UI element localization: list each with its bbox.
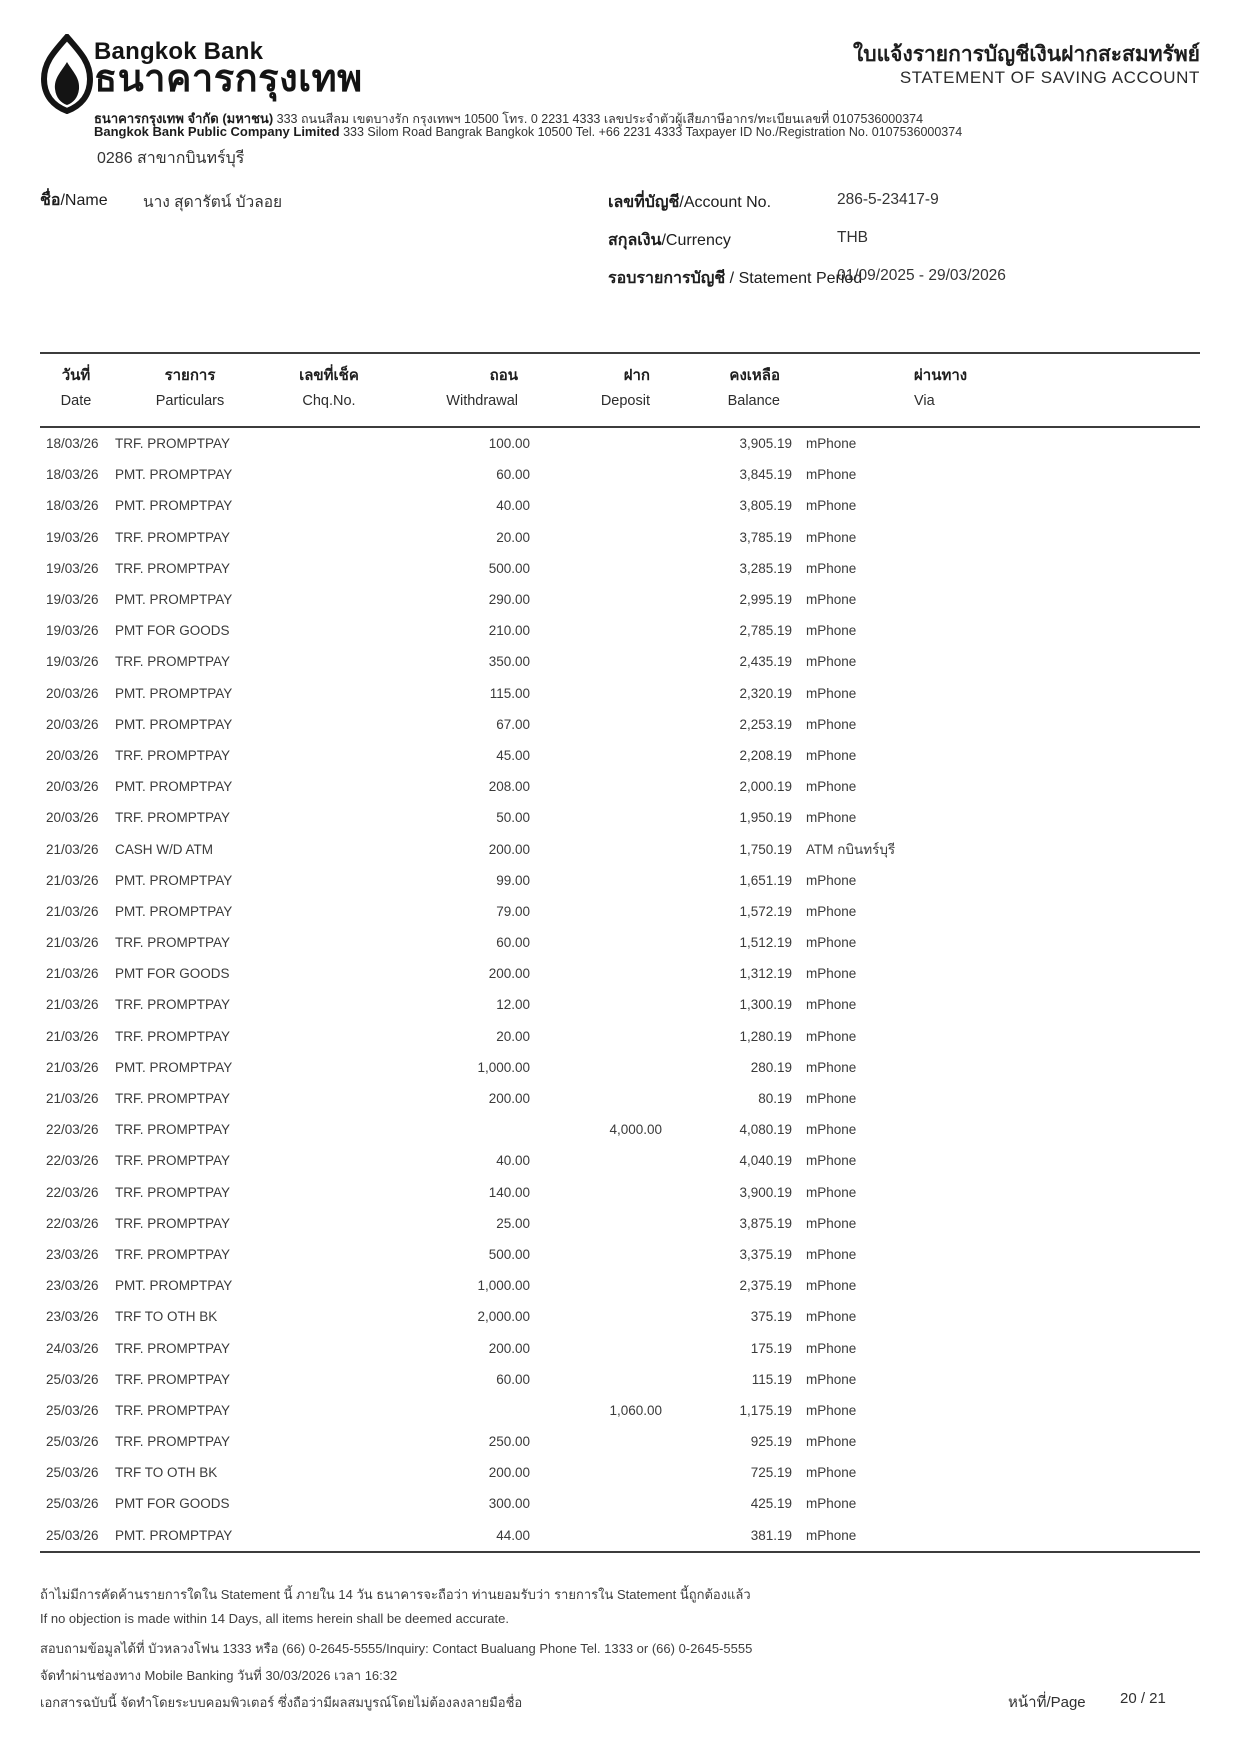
table-row bbox=[40, 615, 1200, 646]
table-row bbox=[40, 428, 1200, 459]
cell-balance: 3,805.19 bbox=[739, 498, 792, 514]
cell-date: 22/03/26 bbox=[46, 1215, 99, 1231]
cell-particulars: PMT. PROMPTPAY bbox=[115, 592, 233, 608]
cell-via: mPhone bbox=[806, 592, 857, 608]
cell-particulars: TRF. PROMPTPAY bbox=[115, 935, 231, 951]
cell-particulars: TRF. PROMPTPAY bbox=[115, 810, 231, 826]
page-number-value: 20 / 21 bbox=[1120, 1690, 1166, 1707]
table-row bbox=[40, 522, 1200, 553]
cell-via: mPhone bbox=[806, 1246, 857, 1262]
cell-particulars: TRF. PROMPTPAY bbox=[115, 560, 231, 576]
cell-balance: 1,950.19 bbox=[739, 810, 792, 826]
col-header-chqno-en: Chq.No. bbox=[302, 393, 356, 409]
cell-date: 21/03/26 bbox=[46, 997, 99, 1013]
cell-particulars: PMT FOR GOODS bbox=[115, 1496, 230, 1512]
table-row bbox=[40, 1332, 1200, 1363]
cell-date: 20/03/26 bbox=[46, 810, 99, 826]
table-row bbox=[40, 896, 1200, 927]
cell-withdrawal: 60.00 bbox=[496, 1371, 530, 1387]
cell-deposit: 1,060.00 bbox=[609, 1402, 662, 1418]
table-row bbox=[40, 1114, 1200, 1145]
cell-via: mPhone bbox=[806, 1434, 857, 1450]
cell-date: 20/03/26 bbox=[46, 716, 99, 732]
cell-balance: 425.19 bbox=[750, 1496, 792, 1512]
cell-balance: 80.19 bbox=[758, 1091, 792, 1107]
cell-via: mPhone bbox=[806, 1371, 857, 1387]
cell-particulars: PMT. PROMPTPAY bbox=[115, 1278, 233, 1294]
footer-inquiry: สอบถามข้อมูลได้ที่ บัวหลวงโฟน 1333 หรือ (66) 0-2645-5555/Inquiry: Contact Bualuang Phone Tel. 1333 or (66) 0-2645-5555 bbox=[40, 1641, 753, 1656]
table-row bbox=[40, 740, 1200, 771]
cell-date: 18/03/26 bbox=[46, 498, 99, 514]
cell-balance: 175.19 bbox=[750, 1340, 792, 1356]
cell-balance: 3,285.19 bbox=[739, 560, 792, 576]
name-label: ชื่อ/Name bbox=[40, 192, 108, 209]
bank-address-th-bold: ธนาคารกรุงเทพ จำกัด (มหาชน) bbox=[94, 111, 274, 126]
table-row bbox=[40, 833, 1200, 864]
cell-date: 19/03/26 bbox=[46, 654, 99, 670]
cell-balance: 925.19 bbox=[750, 1434, 792, 1450]
cell-balance: 2,995.19 bbox=[739, 592, 792, 608]
cell-withdrawal: 60.00 bbox=[496, 935, 530, 951]
footer-notice-th: ถ้าไม่มีการคัดค้านรายการใดใน Statement นี้ ภายใน 14 วัน ธนาคารจะถือว่า ท่านยอมรับว่า รายการใน Statement นี้ถูกต้องแล้ว bbox=[40, 1587, 751, 1602]
cell-particulars: TRF TO OTH BK bbox=[115, 1309, 218, 1325]
cell-date: 21/03/26 bbox=[46, 872, 99, 888]
cell-particulars: TRF. PROMPTPAY bbox=[115, 1434, 231, 1450]
cell-balance: 725.19 bbox=[750, 1465, 792, 1481]
cell-balance: 115.19 bbox=[751, 1371, 792, 1387]
cell-withdrawal: 67.00 bbox=[496, 716, 530, 732]
cell-particulars: PMT. PROMPTPAY bbox=[115, 903, 233, 919]
cell-withdrawal: 20.00 bbox=[496, 529, 530, 545]
statement-period-label: รอบรายการบัญชี / Statement Period bbox=[608, 270, 863, 287]
table-row bbox=[40, 1364, 1200, 1395]
cell-particulars: PMT. PROMPTPAY bbox=[115, 498, 233, 514]
cell-via: mPhone bbox=[806, 467, 857, 483]
cell-balance: 2,435.19 bbox=[739, 654, 792, 670]
cell-balance: 4,040.19 bbox=[739, 1153, 792, 1169]
cell-via: mPhone bbox=[806, 1091, 857, 1107]
cell-date: 21/03/26 bbox=[46, 1059, 99, 1075]
table-row bbox=[40, 1426, 1200, 1457]
cell-balance: 1,750.19 bbox=[739, 841, 792, 857]
col-header-withdrawal-en: Withdrawal bbox=[446, 393, 518, 409]
table-row bbox=[40, 1301, 1200, 1332]
cell-via: mPhone bbox=[806, 1215, 857, 1231]
cell-balance: 2,375.19 bbox=[739, 1278, 792, 1294]
table-row bbox=[40, 1021, 1200, 1052]
cell-particulars: PMT FOR GOODS bbox=[115, 966, 230, 982]
cell-particulars: PMT. PROMPTPAY bbox=[115, 467, 233, 483]
table-row bbox=[40, 678, 1200, 709]
cell-withdrawal: 350.00 bbox=[488, 654, 530, 670]
cell-particulars: TRF. PROMPTPAY bbox=[115, 1215, 231, 1231]
col-header-particulars-en: Particulars bbox=[155, 393, 225, 409]
cell-balance: 2,253.19 bbox=[739, 716, 792, 732]
col-header-chqno-th: เลขที่เช็ค bbox=[299, 367, 359, 384]
page-number bbox=[1008, 1690, 1166, 1714]
currency-label: สกุลเงิน/Currency bbox=[608, 232, 731, 249]
cell-particulars: TRF. PROMPTPAY bbox=[115, 1091, 231, 1107]
cell-withdrawal: 40.00 bbox=[496, 498, 530, 514]
bank-name-th: ธนาคารกรุงเทพ bbox=[94, 58, 363, 100]
cell-particulars: TRF. PROMPTPAY bbox=[115, 654, 231, 670]
cell-withdrawal: 79.00 bbox=[496, 903, 530, 919]
cell-particulars: TRF. PROMPTPAY bbox=[115, 1371, 231, 1387]
cell-withdrawal: 210.00 bbox=[488, 623, 530, 639]
cell-particulars: PMT. PROMPTPAY bbox=[115, 716, 233, 732]
cell-balance: 375.19 bbox=[750, 1309, 792, 1325]
footer-generated-via: จัดทำผ่านช่องทาง Mobile Banking วันที่ 30/03/2026 เวลา 16:32 bbox=[40, 1668, 398, 1683]
cell-withdrawal: 45.00 bbox=[496, 747, 530, 763]
cell-withdrawal: 200.00 bbox=[488, 1465, 530, 1481]
cell-date: 21/03/26 bbox=[46, 903, 99, 919]
cell-withdrawal: 44.00 bbox=[496, 1527, 530, 1543]
table-row bbox=[40, 1488, 1200, 1519]
cell-balance: 1,312.19 bbox=[739, 966, 792, 982]
cell-balance: 3,785.19 bbox=[739, 529, 792, 545]
cell-date: 21/03/26 bbox=[46, 841, 99, 857]
cell-withdrawal: 99.00 bbox=[496, 872, 530, 888]
cell-balance: 1,572.19 bbox=[739, 903, 792, 919]
cell-date: 20/03/26 bbox=[46, 685, 99, 701]
cell-date: 23/03/26 bbox=[46, 1278, 99, 1294]
cell-balance: 2,208.19 bbox=[739, 747, 792, 763]
cell-balance: 3,905.19 bbox=[739, 436, 792, 452]
cell-withdrawal: 208.00 bbox=[488, 779, 530, 795]
cell-date: 19/03/26 bbox=[46, 592, 99, 608]
cell-withdrawal: 140.00 bbox=[488, 1184, 530, 1200]
cell-date: 19/03/26 bbox=[46, 560, 99, 576]
cell-balance: 2,000.19 bbox=[739, 779, 792, 795]
table-row bbox=[40, 584, 1200, 615]
currency-value: THB bbox=[837, 229, 868, 246]
cell-particulars: PMT FOR GOODS bbox=[115, 623, 230, 639]
table-row bbox=[40, 802, 1200, 833]
cell-via: mPhone bbox=[806, 529, 857, 545]
cell-particulars: TRF. PROMPTPAY bbox=[115, 1246, 231, 1262]
cell-via: mPhone bbox=[806, 1309, 857, 1325]
cell-withdrawal: 40.00 bbox=[496, 1153, 530, 1169]
cell-date: 23/03/26 bbox=[46, 1246, 99, 1262]
cell-via: mPhone bbox=[806, 872, 857, 888]
cell-date: 21/03/26 bbox=[46, 1028, 99, 1044]
cell-via: mPhone bbox=[806, 1340, 857, 1356]
table-row bbox=[40, 927, 1200, 958]
cell-withdrawal: 500.00 bbox=[488, 1246, 530, 1262]
cell-balance: 381.19 bbox=[750, 1527, 792, 1543]
cell-balance: 1,300.19 bbox=[739, 997, 792, 1013]
cell-balance: 3,845.19 bbox=[739, 467, 792, 483]
cell-withdrawal: 12.00 bbox=[496, 997, 530, 1013]
col-header-date-th: วันที่ bbox=[61, 367, 91, 384]
cell-withdrawal: 200.00 bbox=[488, 1340, 530, 1356]
table-row bbox=[40, 1239, 1200, 1270]
cell-date: 18/03/26 bbox=[46, 436, 99, 452]
cell-via: mPhone bbox=[806, 1184, 857, 1200]
cell-via: mPhone bbox=[806, 623, 857, 639]
cell-date: 25/03/26 bbox=[46, 1402, 99, 1418]
cell-via: mPhone bbox=[806, 685, 857, 701]
document-title-th: ใบแจ้งรายการบัญชีเงินฝากสะสมทรัพย์ bbox=[853, 43, 1200, 66]
cell-date: 25/03/26 bbox=[46, 1496, 99, 1512]
table-row bbox=[40, 958, 1200, 989]
cell-via: mPhone bbox=[806, 1278, 857, 1294]
table-row bbox=[40, 1177, 1200, 1208]
table-row bbox=[40, 989, 1200, 1020]
cell-particulars: TRF. PROMPTPAY bbox=[115, 1153, 231, 1169]
document-title-en: STATEMENT OF SAVING ACCOUNT bbox=[899, 68, 1200, 87]
table-row bbox=[40, 1395, 1200, 1426]
cell-particulars: TRF. PROMPTPAY bbox=[115, 1028, 231, 1044]
bank-address-th-rest: 333 ถนนสีลม เขตบางรัก กรุงเทพฯ 10500 โทร. 0 2231 4333 เลขประจำตัวผู้เสียภาษีอากร/ทะเบียนเลขที่ 0107536000374 bbox=[273, 112, 924, 126]
table-top-rule bbox=[40, 352, 1200, 354]
table-row bbox=[40, 1145, 1200, 1176]
cell-date: 20/03/26 bbox=[46, 747, 99, 763]
cell-particulars: TRF. PROMPTPAY bbox=[115, 1184, 231, 1200]
table-row bbox=[40, 1457, 1200, 1488]
cell-particulars: PMT. PROMPTPAY bbox=[115, 872, 233, 888]
cell-balance: 280.19 bbox=[750, 1059, 792, 1075]
cell-date: 25/03/26 bbox=[46, 1527, 99, 1543]
cell-balance: 4,080.19 bbox=[739, 1122, 792, 1138]
table-header-thai bbox=[40, 363, 1200, 387]
cell-withdrawal: 500.00 bbox=[488, 560, 530, 576]
col-header-withdrawal-th: ถอน bbox=[489, 367, 518, 384]
table-row bbox=[40, 646, 1200, 677]
cell-withdrawal: 200.00 bbox=[488, 841, 530, 857]
col-header-balance-en: Balance bbox=[727, 393, 780, 409]
cell-particulars: PMT. PROMPTPAY bbox=[115, 1527, 233, 1543]
cell-via: mPhone bbox=[806, 1496, 857, 1512]
table-row bbox=[40, 1520, 1200, 1551]
account-no-value: 286-5-23417-9 bbox=[837, 191, 939, 208]
cell-withdrawal: 115.00 bbox=[489, 685, 530, 701]
cell-date: 25/03/26 bbox=[46, 1371, 99, 1387]
statement-table-body bbox=[40, 428, 1200, 1551]
cell-via: mPhone bbox=[806, 436, 857, 452]
bank-address-en-bold: Bangkok Bank Public Company Limited bbox=[94, 124, 340, 139]
col-header-balance-th: คงเหลือ bbox=[729, 367, 780, 384]
table-row bbox=[40, 459, 1200, 490]
cell-withdrawal: 60.00 bbox=[496, 467, 530, 483]
cell-via: mPhone bbox=[806, 1402, 857, 1418]
page-number-label: หน้าที่/Page bbox=[1008, 1694, 1086, 1711]
table-row bbox=[40, 490, 1200, 521]
cell-via: mPhone bbox=[806, 1153, 857, 1169]
cell-via: mPhone bbox=[806, 1122, 857, 1138]
col-header-particulars-th: รายการ bbox=[164, 367, 216, 384]
cell-particulars: CASH W/D ATM bbox=[115, 841, 214, 857]
cell-balance: 1,280.19 bbox=[739, 1028, 792, 1044]
cell-particulars: PMT. PROMPTPAY bbox=[115, 1059, 233, 1075]
cell-particulars: TRF. PROMPTPAY bbox=[115, 1402, 231, 1418]
table-row bbox=[40, 709, 1200, 740]
cell-balance: 2,785.19 bbox=[739, 623, 792, 639]
cell-via: mPhone bbox=[806, 654, 857, 670]
cell-date: 19/03/26 bbox=[46, 529, 99, 545]
cell-withdrawal: 1,000.00 bbox=[477, 1278, 530, 1294]
cell-date: 25/03/26 bbox=[46, 1434, 99, 1450]
cell-particulars: PMT. PROMPTPAY bbox=[115, 779, 233, 795]
cell-particulars: TRF. PROMPTPAY bbox=[115, 747, 231, 763]
cell-via: mPhone bbox=[806, 966, 857, 982]
cell-via: mPhone bbox=[806, 997, 857, 1013]
cell-via: mPhone bbox=[806, 716, 857, 732]
cell-withdrawal: 200.00 bbox=[488, 1091, 530, 1107]
cell-via: mPhone bbox=[806, 1465, 857, 1481]
account-no-label: เลขที่บัญชี/Account No. bbox=[608, 194, 772, 211]
cell-withdrawal: 250.00 bbox=[488, 1434, 530, 1450]
cell-withdrawal: 1,000.00 bbox=[477, 1059, 530, 1075]
cell-balance: 1,175.19 bbox=[739, 1402, 792, 1418]
footer-notice-en: If no objection is made within 14 Days, all items herein shall be deemed accurate. bbox=[40, 1611, 509, 1626]
cell-balance: 1,651.19 bbox=[739, 872, 792, 888]
cell-date: 20/03/26 bbox=[46, 779, 99, 795]
cell-withdrawal: 50.00 bbox=[496, 810, 530, 826]
cell-date: 21/03/26 bbox=[46, 935, 99, 951]
cell-date: 18/03/26 bbox=[46, 467, 99, 483]
bank-address-en bbox=[94, 124, 962, 139]
cell-particulars: TRF. PROMPTPAY bbox=[115, 1340, 231, 1356]
name-value: นาง สุดารัตน์ บัวลอย bbox=[143, 194, 283, 211]
col-header-via-en: Via bbox=[914, 393, 935, 409]
cell-via: mPhone bbox=[806, 1028, 857, 1044]
cell-via: mPhone bbox=[806, 1527, 857, 1543]
col-header-deposit-th: ฝาก bbox=[623, 367, 650, 384]
table-row bbox=[40, 1208, 1200, 1239]
cell-withdrawal: 2,000.00 bbox=[477, 1309, 530, 1325]
table-header-english bbox=[40, 393, 1200, 409]
cell-particulars: TRF. PROMPTPAY bbox=[115, 529, 231, 545]
table-row bbox=[40, 1270, 1200, 1301]
cell-balance: 3,875.19 bbox=[739, 1215, 792, 1231]
cell-date: 19/03/26 bbox=[46, 623, 99, 639]
table-row bbox=[40, 865, 1200, 896]
cell-particulars: TRF. PROMPTPAY bbox=[115, 436, 231, 452]
cell-date: 22/03/26 bbox=[46, 1184, 99, 1200]
table-row bbox=[40, 771, 1200, 802]
col-header-date-en: Date bbox=[60, 393, 92, 409]
cell-via: mPhone bbox=[806, 747, 857, 763]
footer-computer-generated: เอกสารฉบับนี้ จัดทำโดยระบบคอมพิวเตอร์ ซึ่งถือว่ามีผลสมบูรณ์โดยไม่ต้องลงลายมือชื่อ bbox=[40, 1695, 523, 1710]
cell-date: 22/03/26 bbox=[46, 1153, 99, 1169]
branch-name: 0286 สาขากบินทร์บุรี bbox=[97, 150, 245, 167]
cell-date: 22/03/26 bbox=[46, 1122, 99, 1138]
cell-particulars: TRF TO OTH BK bbox=[115, 1465, 218, 1481]
table-bottom-rule bbox=[40, 1551, 1200, 1553]
cell-deposit: 4,000.00 bbox=[609, 1122, 662, 1138]
bank-address-en-rest: 333 Silom Road Bangrak Bangkok 10500 Tel. +66 2231 4333 Taxpayer ID No./Registration No. 0107536000374 bbox=[339, 125, 963, 139]
cell-date: 21/03/26 bbox=[46, 966, 99, 982]
cell-balance: 2,320.19 bbox=[739, 685, 792, 701]
cell-withdrawal: 300.00 bbox=[488, 1496, 530, 1512]
col-header-deposit-en: Deposit bbox=[600, 393, 650, 409]
cell-date: 25/03/26 bbox=[46, 1465, 99, 1481]
cell-via: mPhone bbox=[806, 1059, 857, 1075]
statement-period-value: 01/09/2025 - 29/03/2026 bbox=[837, 267, 1006, 284]
cell-withdrawal: 20.00 bbox=[496, 1028, 530, 1044]
cell-date: 24/03/26 bbox=[46, 1340, 99, 1356]
cell-withdrawal: 200.00 bbox=[488, 966, 530, 982]
table-row bbox=[40, 553, 1200, 584]
cell-via: mPhone bbox=[806, 935, 857, 951]
cell-via: mPhone bbox=[806, 903, 857, 919]
cell-via: mPhone bbox=[806, 560, 857, 576]
cell-via: ATM กบินทร์บุรี bbox=[806, 842, 896, 858]
cell-withdrawal: 100.00 bbox=[488, 436, 530, 452]
table-row bbox=[40, 1052, 1200, 1083]
col-header-via-th: ผ่านทาง bbox=[914, 367, 968, 384]
cell-particulars: TRF. PROMPTPAY bbox=[115, 1122, 231, 1138]
cell-withdrawal: 25.00 bbox=[496, 1215, 530, 1231]
cell-balance: 3,375.19 bbox=[739, 1246, 792, 1262]
cell-balance: 1,512.19 bbox=[739, 935, 792, 951]
cell-particulars: TRF. PROMPTPAY bbox=[115, 997, 231, 1013]
cell-date: 21/03/26 bbox=[46, 1091, 99, 1107]
table-row bbox=[40, 1083, 1200, 1114]
cell-via: mPhone bbox=[806, 779, 857, 795]
bank-name-en: Bangkok Bank bbox=[94, 38, 264, 65]
cell-via: mPhone bbox=[806, 498, 857, 514]
cell-via: mPhone bbox=[806, 810, 857, 826]
cell-date: 23/03/26 bbox=[46, 1309, 99, 1325]
cell-balance: 3,900.19 bbox=[739, 1184, 792, 1200]
bangkok-bank-logo-icon bbox=[40, 34, 94, 114]
cell-withdrawal: 290.00 bbox=[488, 592, 530, 608]
cell-particulars: PMT. PROMPTPAY bbox=[115, 685, 233, 701]
